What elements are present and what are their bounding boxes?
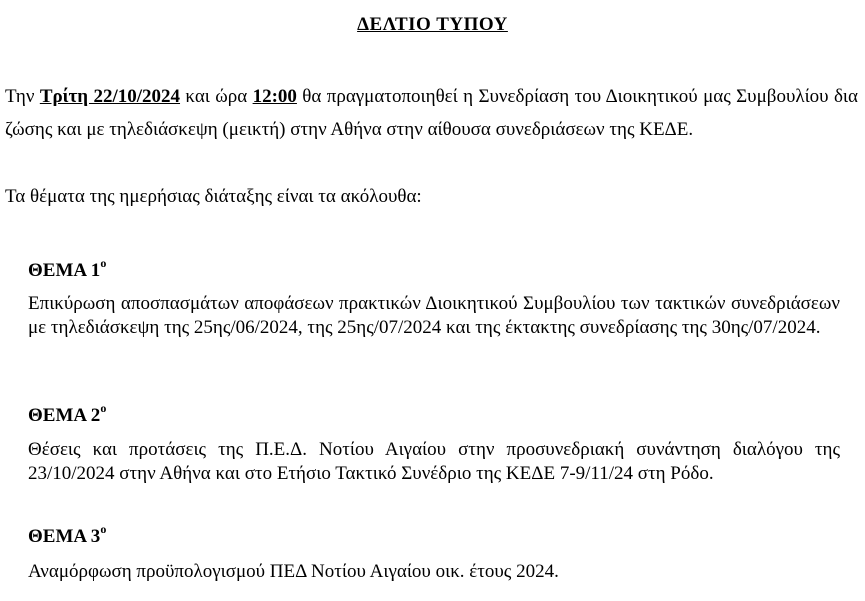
topic-heading	[28, 522, 106, 548]
topic-heading	[28, 256, 106, 282]
topic-ordinal: ο	[100, 401, 107, 415]
topic-text: Θέσεις και προτάσεις της Π.Ε.Δ. Νοτίου Αιγαίου στην προσυνεδριακή συνάντηση διαλόγου της 23/10/2024 στην Αθήνα και στο Ετήσιο Τακτικό Συνέδριο της ΚΕΔΕ 7-9/11/24 στη Ρόδο.	[28, 439, 840, 484]
meeting-date: Τρίτη 22/10/2024	[39, 86, 181, 107]
topic-text: Επικύρωση αποσπασμάτων αποφάσεων πρακτικών Διοικητικού Συμβουλίου των τακτικών συνεδριάσεων με τηλεδιάσκεψη της 25ης/06/2024, της 25ης/07/2024 και της έκτακτης συνεδρίασης της 30ης/07/2024.	[28, 293, 840, 338]
agenda-intro: Τα θέματα της ημερήσιας διάταξης είναι τα ακόλουθα:	[5, 186, 422, 207]
topic-heading	[28, 401, 106, 427]
topic-heading-label: ΘΕΜΑ 1	[28, 260, 101, 281]
intro-part-1: Την	[5, 86, 40, 107]
topic-heading-label: ΘΕΜΑ 3	[28, 526, 101, 547]
document-title: ΔΕΛΤΙΟ ΤΥΠΟΥ	[357, 14, 508, 35]
topic-text: Αναμόρφωση προϋπολογισμού ΠΕΔ Νοτίου Αιγαίου οικ. έτους 2024.	[28, 561, 559, 582]
intro-part-2: και ώρα	[180, 86, 253, 107]
topic-ordinal: ο	[100, 256, 107, 270]
topic-ordinal: ο	[100, 522, 107, 536]
topic-heading-label: ΘΕΜΑ 2	[28, 405, 101, 426]
meeting-time: 12:00	[252, 86, 297, 107]
intro-part-3: θα πραγματοποιηθεί η Συνεδρίαση του Διοικητικού μας Συμβουλίου δια ζώσης και με τηλεδιάσκεψη (μεικτή) στην Αθήνα στην αίθουσα συνεδριάσεων της ΚΕΔΕ.	[5, 86, 858, 140]
intro-paragraph	[5, 80, 858, 146]
